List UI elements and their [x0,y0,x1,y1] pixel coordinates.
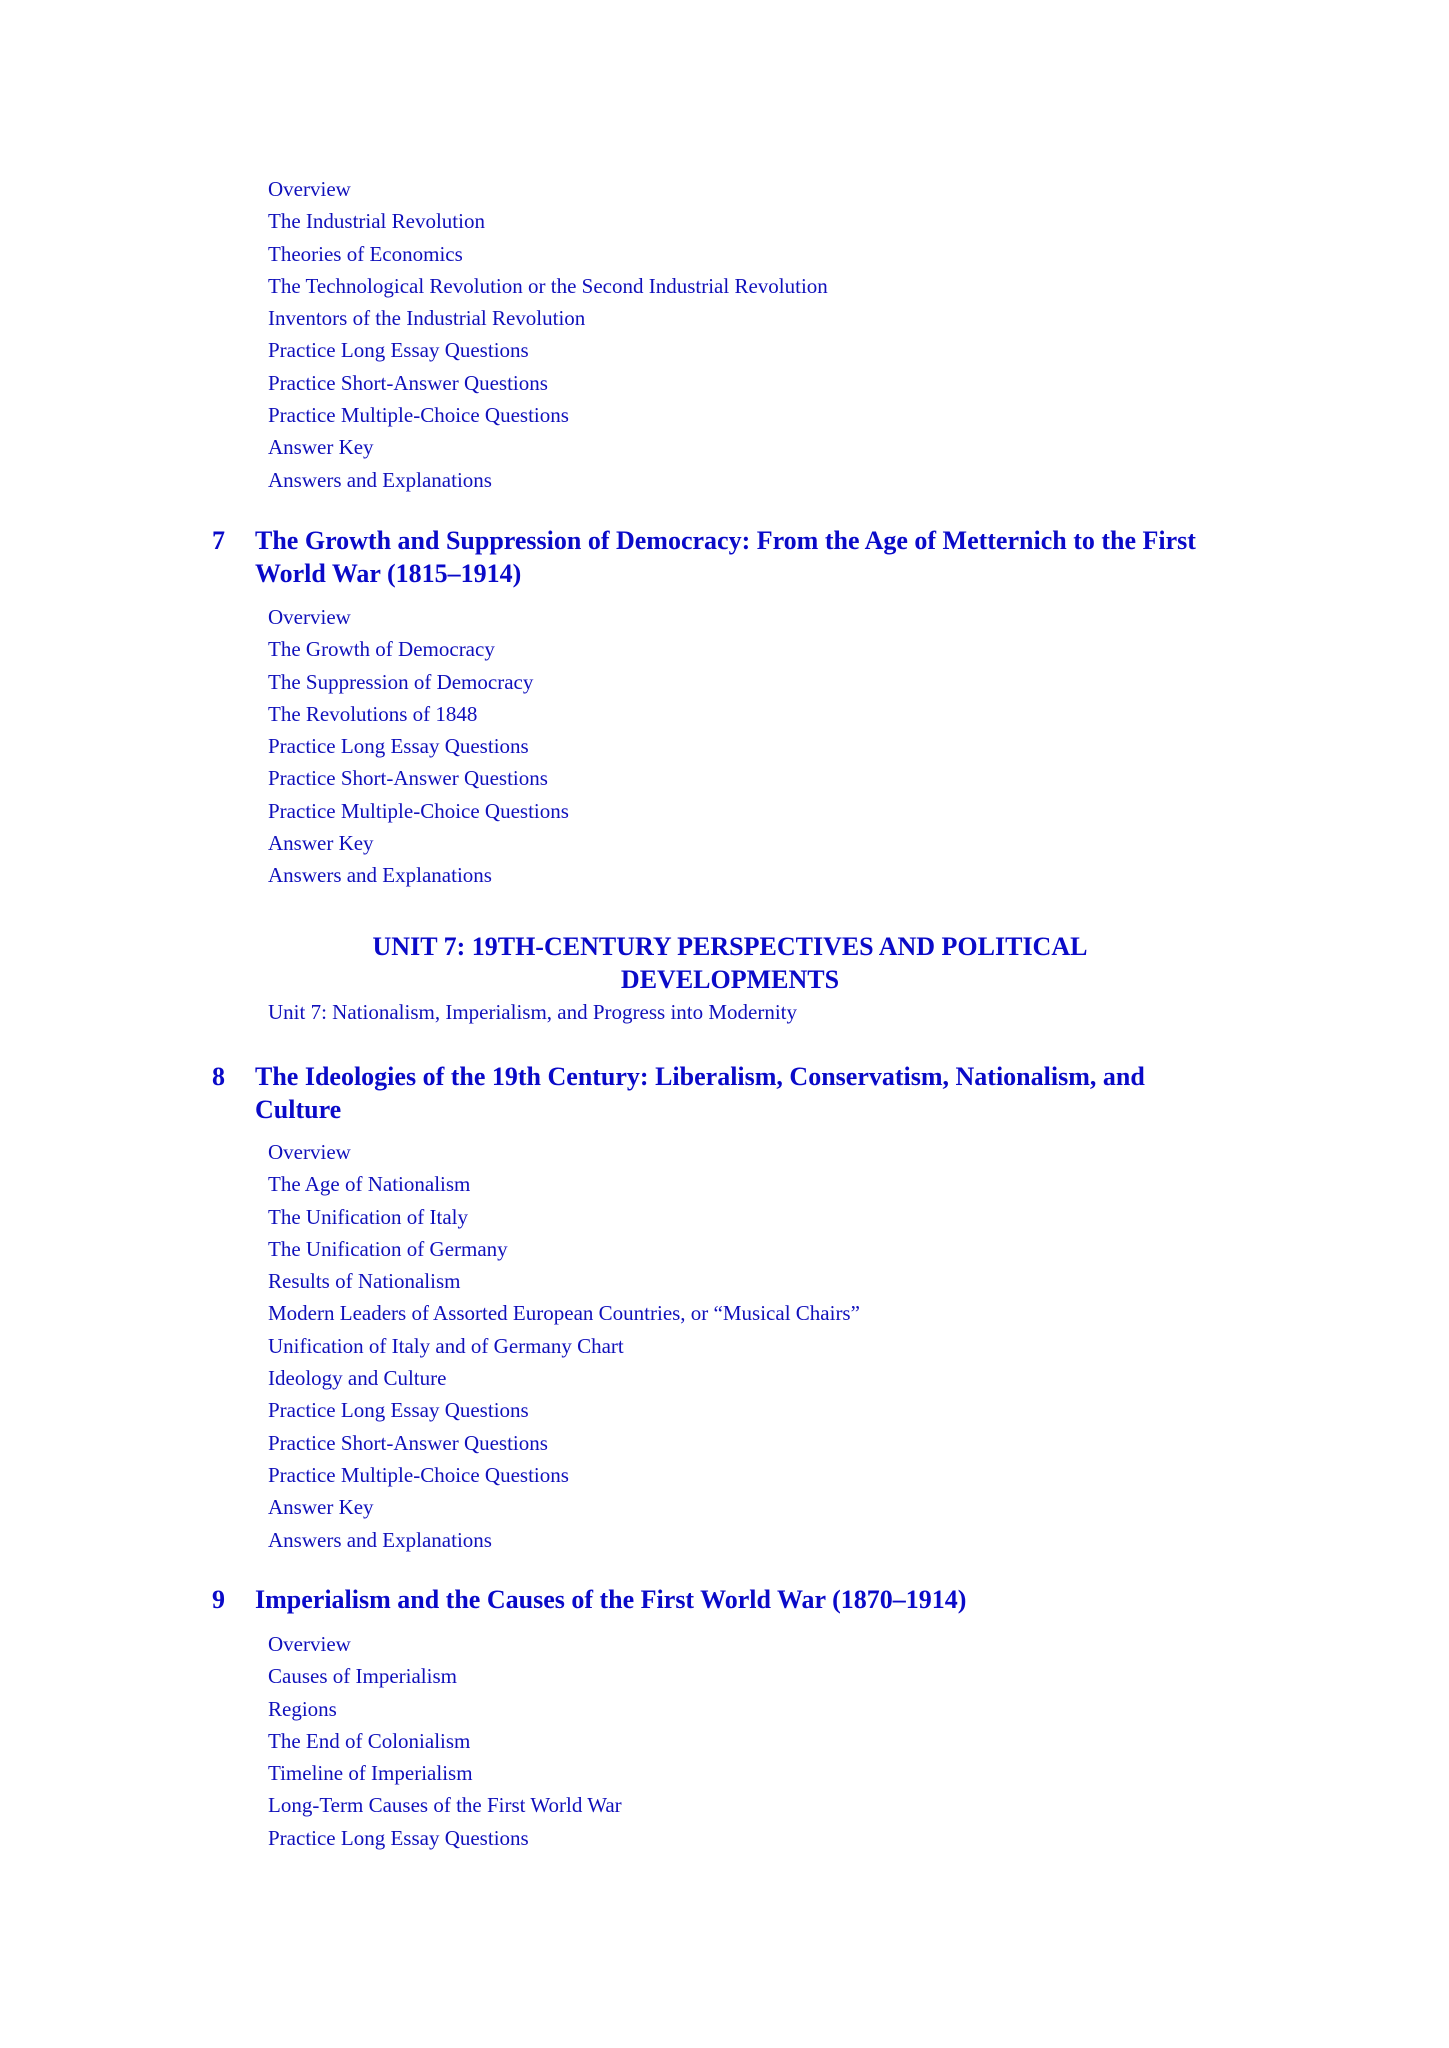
toc-link[interactable]: Regions [268,1696,337,1721]
chapter-8-items [268,1136,860,1556]
chapter-title-link[interactable]: Imperialism and the Causes of the First World War (1870–1914) [255,1585,967,1614]
chapter-number: 9 [212,1585,225,1614]
chapter-title-link[interactable]: The Ideologies of the 19th Century: Liberalism, Conservatism, Nationalism, and Culture [255,1062,1145,1124]
toc-link[interactable]: Answer Key [268,1495,374,1520]
toc-link[interactable]: Overview [268,1632,351,1656]
toc-link[interactable]: Practice Long Essay Questions [268,1825,529,1850]
toc-link[interactable]: Overview [268,1140,351,1164]
toc-link[interactable]: Practice Multiple-Choice Questions [268,403,569,428]
unit-7-subtitle-link[interactable]: Unit 7: Nationalism, Imperialism, and Progress into Modernity [268,1000,798,1024]
toc-link[interactable]: Causes of Imperialism [268,1664,457,1689]
toc-link[interactable]: Results of Nationalism [268,1269,461,1294]
toc-link[interactable]: Answers and Explanations [268,467,492,492]
toc-link[interactable]: Answer Key [268,831,374,856]
toc-link[interactable]: The Age of Nationalism [268,1172,471,1197]
toc-link[interactable]: Unification of Italy and of Germany Chart [268,1333,624,1358]
chapter-8-heading [212,1060,1232,1126]
chapter-9-items [268,1628,622,1854]
chapter-7-heading [212,524,1232,590]
toc-link[interactable]: Ideology and Culture [268,1366,447,1391]
chapter-6-items [268,173,828,496]
chapter-number: 7 [212,526,225,555]
toc-link[interactable]: The Unification of Italy [268,1204,469,1229]
toc-link[interactable]: The Unification of Germany [268,1236,508,1261]
toc-link[interactable]: Answers and Explanations [268,1527,492,1552]
toc-link[interactable]: Practice Multiple-Choice Questions [268,798,569,823]
toc-link[interactable]: Overview [268,605,351,629]
toc-link[interactable]: Practice Short-Answer Questions [268,1430,548,1455]
chapter-7-items [268,601,569,892]
toc-link[interactable]: Answer Key [268,435,374,460]
unit-7-heading: UNIT 7: 19TH-CENTURY PERSPECTIVES AND POLITICAL DEVELOPMENTS [372,932,1088,994]
toc-link[interactable]: Practice Long Essay Questions [268,338,529,363]
toc-link[interactable]: Answers and Explanations [268,863,492,888]
toc-link[interactable]: Timeline of Imperialism [268,1761,473,1786]
toc-link[interactable]: Practice Short-Answer Questions [268,766,548,791]
chapter-number: 8 [212,1062,225,1091]
toc-link[interactable]: Practice Long Essay Questions [268,734,529,759]
toc-link[interactable]: The End of Colonialism [268,1728,471,1753]
toc-link[interactable]: Inventors of the Industrial Revolution [268,306,586,331]
toc-link[interactable]: The Technological Revolution or the Second Industrial Revolution [268,273,828,298]
toc-link[interactable]: Practice Multiple-Choice Questions [268,1462,569,1487]
toc-link[interactable]: Practice Short-Answer Questions [268,370,548,395]
toc-link[interactable]: The Growth of Democracy [268,637,495,662]
toc-link[interactable]: Theories of Economics [268,241,463,266]
toc-link[interactable]: The Industrial Revolution [268,209,485,234]
toc-link[interactable]: The Suppression of Democracy [268,669,534,694]
toc-link[interactable]: Long-Term Causes of the First World War [268,1793,622,1818]
toc-link[interactable]: The Revolutions of 1848 [268,701,478,726]
chapter-title-link[interactable]: The Growth and Suppression of Democracy: From the Age of Metternich to the First World War (1815–1914) [255,526,1196,588]
toc-link[interactable]: Practice Long Essay Questions [268,1398,529,1423]
toc-link[interactable]: Overview [268,177,351,201]
chapter-9-heading [212,1583,1232,1616]
toc-link[interactable]: Modern Leaders of Assorted European Countries, or “Musical Chairs” [268,1301,860,1326]
